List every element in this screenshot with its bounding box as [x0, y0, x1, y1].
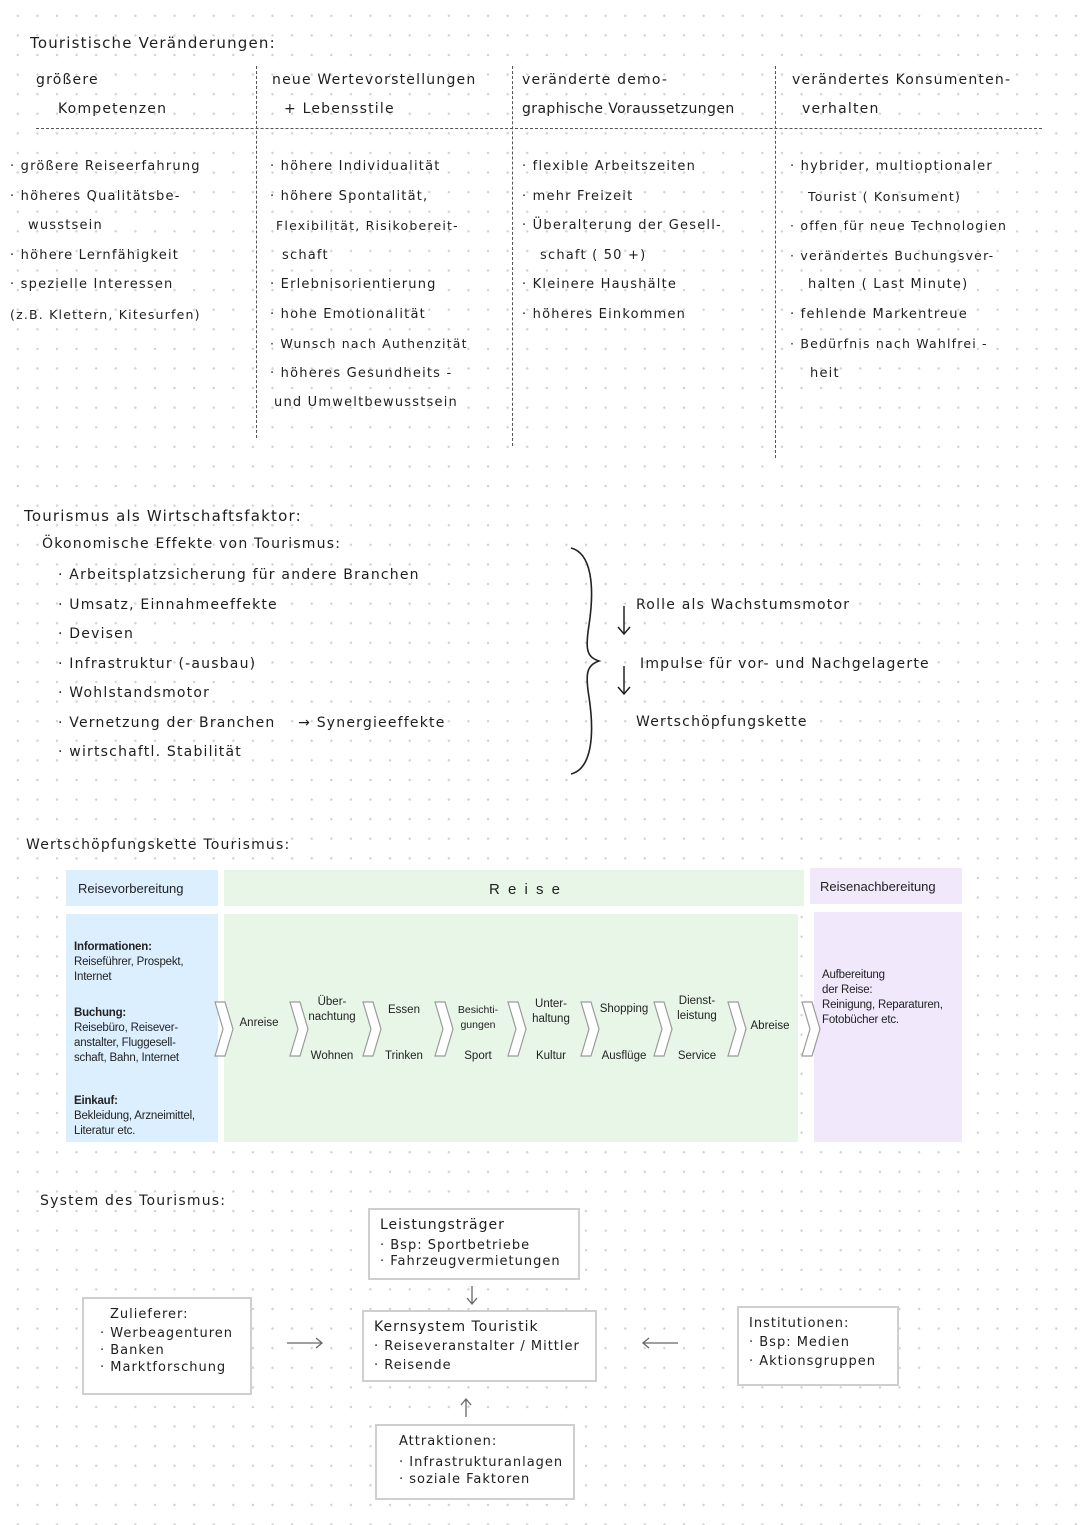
col4-heading-line2: verhalten — [802, 101, 880, 117]
step-besichtigungen-bottom: Sport — [464, 1050, 492, 1062]
phase-post-label: Reisenachbereitung — [820, 879, 936, 894]
list-item: · Infrastruktur (-ausbau) — [58, 655, 257, 672]
list-item: · Kleinere Haushälte — [522, 277, 678, 292]
col4-items — [790, 152, 1007, 388]
arrow-left-icon — [640, 1336, 680, 1350]
list-item: · höheres Gesundheits - — [270, 365, 453, 381]
box-leistungstraeger — [368, 1208, 580, 1280]
list-item: (z.B. Klettern, Kitesurfen) — [10, 306, 201, 322]
col3-heading-line1: veränderte demo- — [522, 72, 669, 88]
list-item: · spezielle Interessen — [10, 277, 174, 292]
list-item: · Wunsch nach Authenzität — [270, 336, 468, 351]
col2-items — [270, 152, 468, 418]
box-line: · Bsp: Medien — [749, 1335, 851, 1350]
prep-shopping-line: Literatur etc. — [74, 1125, 136, 1137]
col4-heading — [792, 66, 1011, 124]
step-shopping-bottom: Ausflüge — [601, 1050, 647, 1062]
box-institutionen — [737, 1306, 899, 1386]
box-line: · Fahrzeugvermietungen — [380, 1254, 561, 1269]
heading-underline — [36, 128, 1042, 129]
list-item: · wirtschaftl. Stabilität — [58, 744, 242, 760]
prep-info-label: Informationen: — [74, 941, 152, 953]
step-unterhaltung-bottom: Kultur — [535, 1050, 567, 1062]
effects-list — [58, 561, 446, 768]
col2-heading — [272, 66, 476, 124]
col1-heading-line1: größere — [36, 72, 99, 88]
list-item: wusstsein — [28, 218, 103, 233]
box-attraktionen — [375, 1424, 575, 1500]
prep-shopping-label: Einkauf: — [74, 1095, 118, 1107]
section2-subtitle: Ökonomische Effekte von Tourismus: — [42, 536, 342, 552]
list-item: schaft ( 50 +) — [540, 247, 647, 263]
prep-info-line: Internet — [74, 971, 112, 983]
list-item: schaft — [282, 247, 329, 263]
divider-2 — [512, 66, 513, 446]
list-item: Flexibilität, Risikobereit- — [276, 218, 459, 233]
divider-3 — [775, 66, 776, 458]
step-abreise — [742, 1019, 798, 1034]
arrow-right-icon — [285, 1336, 325, 1350]
box-line: · Reisende — [374, 1358, 452, 1373]
synergy-text: → Synergieeffekte — [298, 714, 446, 731]
box-title: Attraktionen: — [399, 1434, 498, 1449]
step-dienstleistung-bottom: Service — [677, 1050, 717, 1062]
vernetzung-text: · Vernetzung der Branchen — [58, 714, 276, 731]
box-line: · Infrastrukturanlagen — [399, 1455, 564, 1470]
list-item: Tourist ( Konsument) — [808, 188, 962, 204]
post-line: Fotobücher etc. — [822, 1014, 899, 1026]
list-item: · höhere Spontalität, — [270, 188, 429, 204]
step-essen-bottom: Trinken — [385, 1050, 423, 1062]
post-line: der Reise: — [822, 984, 873, 996]
curly-brace-icon — [565, 545, 605, 777]
impulse-text: Impulse für vor- und Nachgelagerte — [640, 656, 930, 672]
list-item: · Bedürfnis nach Wahlfrei - — [790, 336, 988, 351]
prep-booking-line: schaft, Bahn, Internet — [74, 1052, 179, 1064]
rolle-text: Rolle als Wachstumsmotor — [636, 597, 851, 613]
col2-heading-line1: neue Wertevorstellungen — [272, 72, 477, 88]
col1-heading-line2: Kompetenzen — [58, 101, 168, 117]
post-line: Aufbereitung — [822, 969, 885, 981]
prep-info — [74, 940, 183, 985]
step-uebernachtung-top: Über- nachtung — [308, 996, 356, 1023]
list-item: · hybrider, multioptionaler — [790, 159, 993, 174]
list-item: · Wohlstandsmotor — [58, 685, 211, 701]
list-item: · höhere Individualität — [270, 159, 441, 174]
down-arrow-icon — [617, 604, 631, 636]
col2-heading-line2: + Lebensstile — [284, 101, 395, 117]
prep-booking-label: Buchung: — [74, 1007, 127, 1019]
list-item: · höhere Lernfähigkeit — [10, 247, 180, 263]
col3-heading-line2: graphische Voraussetzungen — [522, 101, 735, 117]
step-shopping-top: Shopping — [599, 1003, 649, 1015]
list-item: halten ( Last Minute) — [808, 277, 969, 292]
col4-heading-line1: verändertes Konsumenten- — [792, 72, 1012, 88]
box-title: Institutionen: — [749, 1316, 850, 1331]
list-item: · mehr Freizeit — [522, 188, 634, 204]
divider-1 — [256, 66, 257, 438]
col3-items — [522, 152, 722, 329]
list-item: und Umweltbewusstsein — [274, 395, 458, 410]
phase-prep-label: Reisevorbereitung — [78, 881, 184, 896]
chevron-right-icon — [800, 1000, 822, 1058]
prep-booking-line: anstalter, Fluggesell- — [74, 1037, 176, 1049]
list-item: · verändertes Buchungsver- — [790, 247, 995, 263]
list-item: · größere Reiseerfahrung — [10, 159, 201, 174]
prep-booking — [74, 1006, 179, 1066]
post-line: Reinigung, Reparaturen, — [822, 999, 943, 1011]
box-line: · Banken — [100, 1343, 165, 1358]
list-item — [58, 709, 446, 739]
col3-heading — [522, 66, 735, 124]
phase-travel-label: R e i s e — [489, 881, 563, 898]
box-title: Kernsystem Touristik — [374, 1319, 539, 1335]
section2-title: Tourismus als Wirtschaftsfaktor: — [24, 507, 302, 525]
list-item: · flexible Arbeitszeiten — [522, 159, 697, 174]
section3-title: Wertschöpfungskette Tourismus: — [26, 837, 291, 853]
list-item: · Umsatz, Einnahmeeffekte — [58, 596, 278, 613]
section1-title: Touristische Veränderungen: — [30, 34, 276, 52]
section4-title: System des Tourismus: — [40, 1193, 227, 1209]
prep-booking-line: Reisebüro, Reisever- — [74, 1022, 179, 1034]
box-line: · Marktforschung — [100, 1360, 227, 1375]
box-line: · Bsp: Sportbetriebe — [380, 1238, 531, 1253]
box-title: Leistungsträger — [380, 1217, 505, 1233]
prep-shopping — [74, 1094, 195, 1139]
step-essen-top: Essen — [388, 1004, 420, 1016]
list-item: · fehlende Markentreue — [790, 306, 968, 322]
list-item: · offen für neue Technologien — [790, 218, 1008, 233]
list-item: · höheres Einkommen — [522, 306, 687, 322]
step-dienstleistung-top: Dienst- leistung — [677, 995, 717, 1022]
arrow-down-icon — [465, 1285, 479, 1307]
box-line: · soziale Faktoren — [399, 1472, 531, 1487]
list-item: · Erlebnisorientierung — [270, 277, 437, 292]
prep-info-line: Reiseführer, Prospekt, — [74, 956, 184, 968]
step-unterhaltung-top: Unter- haltung — [532, 998, 570, 1025]
post-text — [822, 968, 943, 1028]
step-anreise — [232, 1016, 286, 1031]
list-item: · Überalterung der Gesell- — [522, 218, 722, 233]
list-item: · hohe Emotionalität — [270, 306, 426, 322]
wertschoepfung-text: Wertschöpfungskette — [636, 714, 808, 730]
box-kernsystem — [362, 1310, 597, 1382]
list-item: heit — [810, 365, 840, 381]
box-line: · Werbeagenturen — [100, 1326, 234, 1341]
list-item: · Devisen — [58, 626, 135, 642]
list-item: · Arbeitsplatzsicherung für andere Branchen — [58, 567, 420, 583]
prep-shopping-line: Bekleidung, Arzneimittel, — [74, 1110, 195, 1122]
box-line: · Reiseveranstalter / Mittler — [374, 1339, 580, 1354]
arrow-up-icon — [459, 1396, 473, 1418]
step-label: Abreise — [750, 1020, 790, 1032]
col1-heading — [36, 66, 167, 124]
step-uebernachtung-bottom: Wohnen — [310, 1050, 354, 1062]
step-label: Anreise — [239, 1017, 279, 1029]
col1-items — [10, 152, 201, 329]
list-item: · höheres Qualitätsbe- — [10, 188, 181, 204]
step-besichtigungen-top: Besichti- gungen — [457, 1004, 499, 1031]
box-zulieferer — [82, 1297, 252, 1395]
box-title: Zulieferer: — [110, 1307, 189, 1322]
down-arrow-icon — [617, 664, 631, 696]
box-line: · Aktionsgruppen — [749, 1354, 876, 1369]
